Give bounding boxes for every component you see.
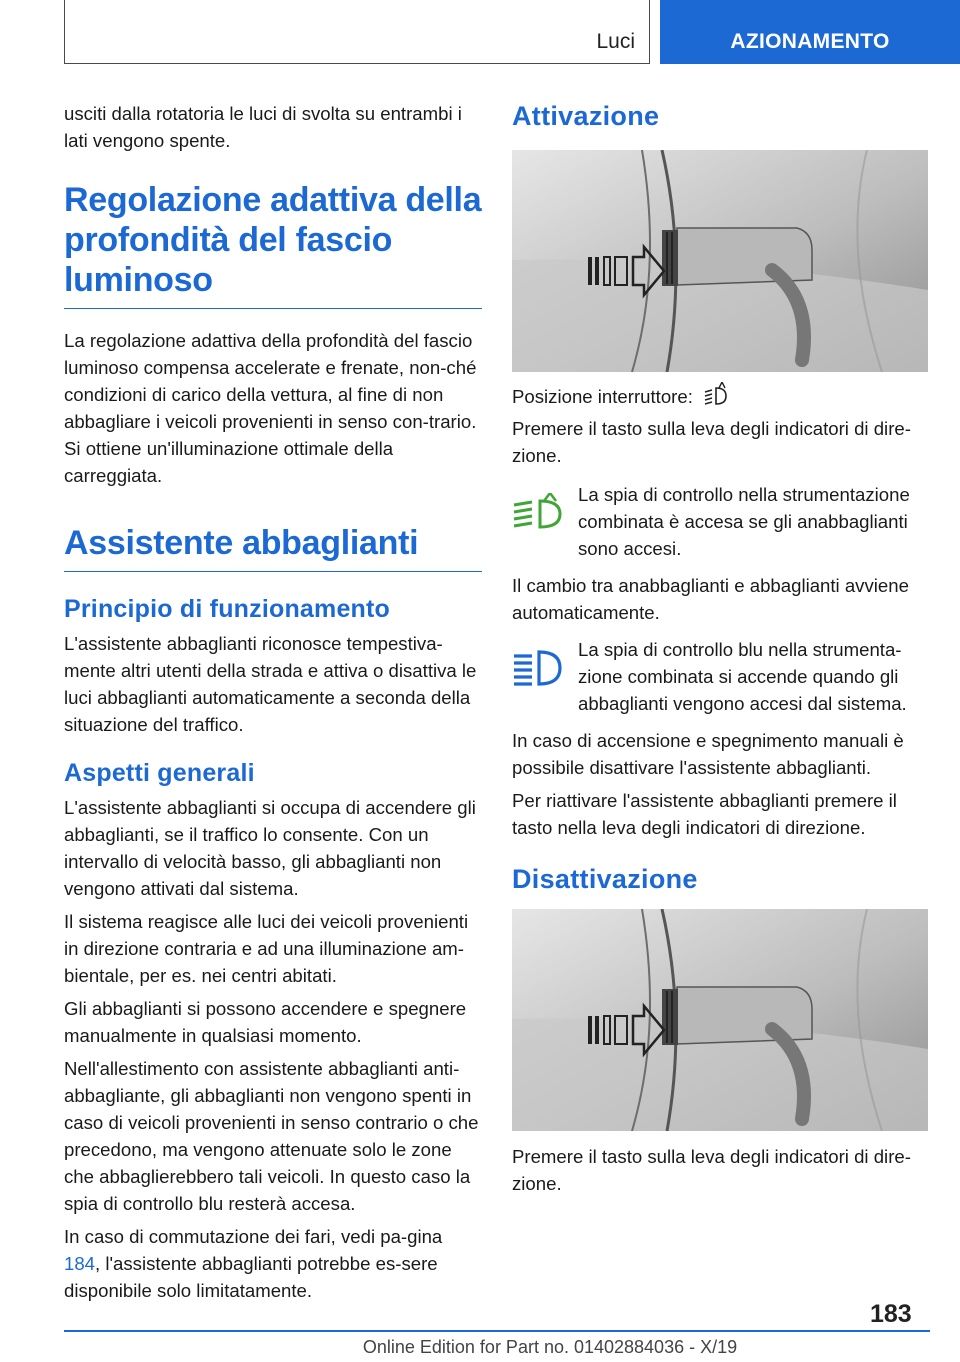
page-number: 183 [870, 1300, 912, 1328]
header-section-label: Luci [596, 30, 635, 53]
intro-paragraph: usciti dalla rotatoria le luci di svolta su entrambi i lati vengono spente. [64, 103, 462, 151]
footer-edition: Online Edition for Part no. 01402884036 - X/19 [362, 1337, 738, 1357]
green-assistant-indicator-icon [512, 481, 578, 538]
indicator-1-text: La spia di controllo nella strumentazione combinata è accesa se gli anabbaglianti sono accesi. [578, 484, 910, 559]
high-beam-assistant-switch-icon [703, 382, 729, 411]
general-paragraph-4: Nell'allestimento con assistente abbaglianti anti-abbagliante, gli abbaglianti non vengono spenti in caso di veicoli provenienti in senso contrario o che precedono, ma vengono attenuate solo le zone che abbaglierebbero tali veicoli. In questo caso la spia di controllo blu resterà accesa. [64, 1058, 479, 1214]
stalk-button-illustration-activation [512, 150, 928, 372]
press-instruction-2: Premere il tasto sulla leva degli indicatori di dire-zione. [512, 1146, 911, 1194]
stalk-button-illustration-deactivation [512, 909, 928, 1131]
general-paragraph-5 [64, 1223, 482, 1304]
switch-position-label: Posizione interruttore: [512, 386, 693, 407]
adaptive-paragraph: La regolazione adattiva della profondità del fascio luminoso compensa accelerate e frenate, non-ché condizioni di carico della vettura, al fine di non abbagliare i veicoli provenienti in senso con-trario. Si ottiene un'illuminazione ottimale della carreggiata. [64, 330, 477, 486]
indicator-2-text: La spia di controllo blu nella strumenta-zione combinata si accende quando gli abbaglianti vengono accesi dal sistema. [578, 639, 907, 714]
indicator-row-1 [512, 481, 930, 562]
right-column [512, 100, 930, 1203]
page-reference-link[interactable]: 184 [64, 1253, 96, 1274]
adaptive-heading: Regolazione adattiva della profondità del fascio luminoso [64, 180, 482, 309]
left-column [64, 100, 482, 1310]
deactivation-heading: Disattivazione [512, 864, 698, 894]
principle-paragraph: L'assistente abbaglianti riconosce tempestiva-mente altri utenti della strada e attiva o disattiva le luci abbaglianti automaticamente a seconda della situazione del traffico. [64, 633, 477, 735]
general-paragraph-3: Gli abbaglianti si possono accendere e spegnere manualmente in qualsiasi momento. [64, 998, 467, 1046]
indicator-row-2 [512, 636, 930, 717]
footer-divider [64, 1330, 930, 1332]
header-chapter-tab [660, 0, 960, 64]
general-paragraph-2: Il sistema reagisce alle luci dei veicoli provenienti in direzione contraria e ad una illuminazione am-bientale, per es. nei centri abitati. [64, 911, 469, 986]
manual-paragraph: In caso di accensione e spegnimento manuali è possibile disattivare l'assistente abbaglianti. [512, 730, 904, 778]
general-paragraph-5-start: In caso di commutazione dei fari, vedi pa-gina [64, 1226, 443, 1247]
change-paragraph: Il cambio tra anabbaglianti e abbaglianti avviene automaticamente. [512, 575, 909, 623]
general-heading: Aspetti generali [64, 759, 255, 787]
switch-position-row [512, 382, 930, 411]
principle-heading: Principio di funzionamento [64, 595, 391, 623]
assistant-heading: Assistente abbaglianti [64, 523, 482, 572]
blue-high-beam-indicator-icon [512, 636, 578, 693]
activation-heading: Attivazione [512, 101, 660, 131]
reactivate-paragraph: Per riattivare l'assistente abbaglianti premere il tasto nella leva degli indicatori di direzione. [512, 790, 897, 838]
header-chapter-label: AZIONAMENTO [730, 30, 890, 53]
general-paragraph-1: L'assistente abbaglianti si occupa di accendere gli abbaglianti, se il traffico lo consente. Con un intervallo di velocità basso, gli abbaglianti non vengono attivati dal sistema. [64, 797, 476, 899]
header-section-box [64, 0, 650, 64]
general-paragraph-5-end: , l'assistente abbaglianti potrebbe es-sere disponibile solo limitatamente. [64, 1253, 438, 1301]
press-instruction-1: Premere il tasto sulla leva degli indicatori di dire-zione. [512, 418, 911, 466]
